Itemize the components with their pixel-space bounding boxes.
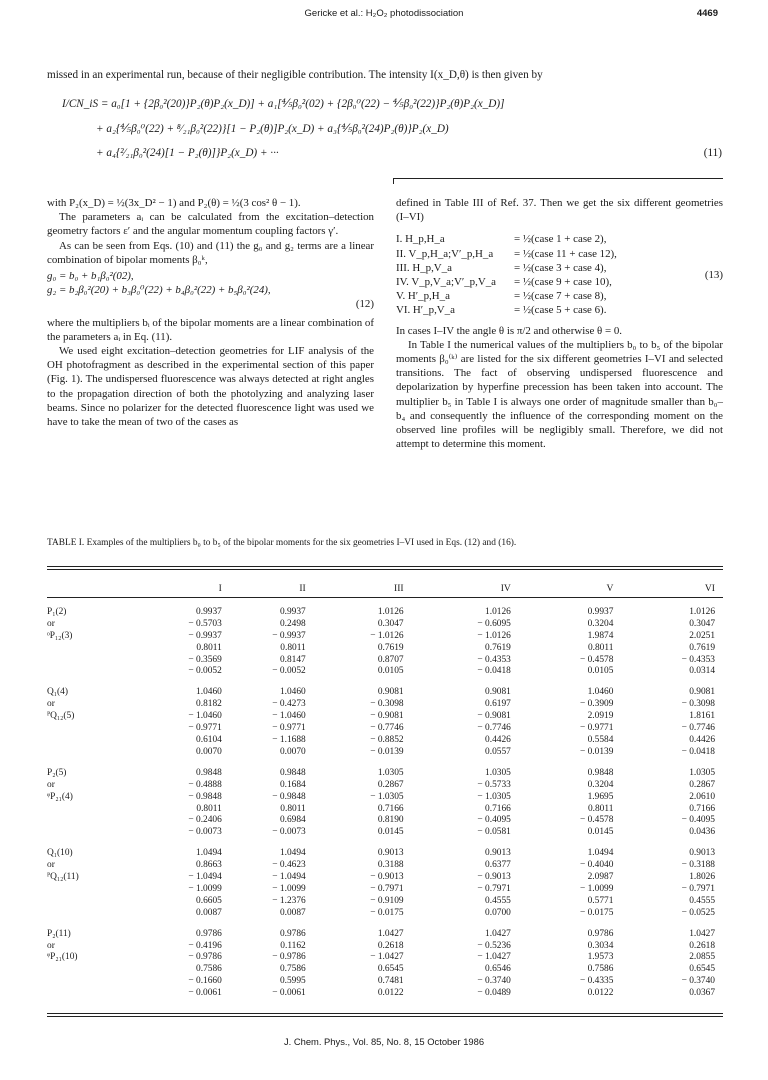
table-cell: − 0.9848 [188, 791, 222, 802]
table-cell: 0.9937 [196, 606, 222, 617]
table-cell: 1.0460 [279, 687, 306, 698]
table-cell: − 0.5703 [188, 618, 222, 629]
table-cell: 0.8011 [280, 642, 306, 653]
table-cell: 0.9013 [485, 848, 511, 859]
table-cell: 0.9848 [587, 767, 614, 778]
table-cell: 0.0145 [377, 827, 404, 838]
table-row [47, 687, 723, 699]
row-label [47, 827, 138, 839]
table-cell: 0.9786 [587, 928, 614, 939]
table-cell: 0.8147 [279, 654, 306, 665]
table-cell: − 0.0061 [272, 988, 306, 999]
table-cell: − 0.7971 [681, 883, 715, 894]
table-row [47, 884, 723, 896]
table-cell: 0.2618 [377, 940, 404, 951]
running-title: Gericke et al.: H₂O₂ photodissociation [304, 8, 464, 19]
table-cell: 0.9937 [279, 606, 306, 617]
paragraph: In cases I–IV the angle θ is π/2 and otherwise θ = 0. [396, 324, 623, 337]
paragraph: with P₂(x_D) = ½(3x_D² − 1) and P₂(θ) = ½(3 cos² θ − 1). [47, 197, 301, 209]
table-cell: 1.0305 [689, 767, 715, 778]
table-cell: 0.4555 [689, 895, 715, 906]
table-cell: 1.8026 [689, 872, 715, 883]
table-row [47, 827, 723, 839]
table-cell: 2.0251 [689, 630, 715, 641]
table-row [47, 768, 723, 780]
table-cell: − 1.0427 [370, 952, 404, 963]
table-cell: 0.7481 [377, 976, 404, 987]
table-row [47, 747, 723, 759]
table-cell: 0.0070 [279, 746, 306, 757]
table-cell: 0.0367 [689, 988, 715, 999]
table-cell: − 0.4578 [579, 815, 614, 826]
row-label [47, 655, 138, 667]
table-row [47, 792, 723, 804]
table-cell: 0.8011 [587, 803, 614, 814]
table-cell: − 0.3569 [188, 654, 222, 665]
table-cell: 0.2867 [689, 779, 715, 790]
table-cell: − 0.9937 [188, 630, 222, 641]
row-label: ᴾQ₁₂(11) [47, 872, 79, 883]
table-cell: − 0.4335 [579, 976, 614, 987]
table-cell: 0.7586 [279, 964, 306, 975]
table-cell: − 0.4196 [188, 940, 222, 951]
table-cell: − 0.0139 [370, 746, 404, 757]
table-cell: 0.8011 [196, 642, 222, 653]
table-row [47, 964, 723, 976]
geometry-label: VI. H′_p,V_a [396, 304, 455, 317]
column-header: II [299, 583, 306, 594]
table-cell: − 1.1688 [272, 734, 306, 745]
table-cell: 0.0436 [689, 827, 715, 838]
table-cell: 0.9013 [689, 848, 715, 859]
row-label: or [47, 940, 55, 951]
table-cell: 1.9874 [587, 630, 614, 641]
table-row [47, 735, 723, 747]
equation-11-line-3: + a₄{²⁄₂₁β₀²(24)[1 − P₂(θ)]}P₂(x_D) + ··· [96, 147, 279, 159]
table-cell: − 0.9848 [272, 791, 306, 802]
table-cell: − 1.2376 [272, 895, 306, 906]
table-cell: 1.0460 [196, 687, 222, 698]
table-cell: − 0.3740 [477, 976, 511, 987]
table-cell: − 0.9771 [188, 723, 222, 734]
table-cell: 0.0145 [587, 827, 614, 838]
row-label [47, 747, 138, 759]
row-label: P₁(2) [47, 606, 67, 617]
geometry-row [396, 232, 723, 246]
table-cell: 0.6984 [279, 815, 306, 826]
table-cell: 0.9786 [196, 928, 222, 939]
table-cell: 0.3204 [587, 779, 614, 790]
table-cell: 2.0610 [689, 791, 715, 802]
geometry-list [396, 232, 723, 317]
table-cell: − 0.3098 [681, 699, 715, 710]
table-cell: 0.3204 [587, 618, 614, 629]
table-cell: − 0.0489 [477, 988, 511, 999]
table-cell: − 0.5733 [477, 779, 511, 790]
table-cell: 0.8182 [196, 699, 222, 710]
table-cell: − 0.7971 [370, 883, 404, 894]
table-cell: − 0.1660 [188, 976, 222, 987]
row-label: or [47, 779, 55, 790]
separator-tick [393, 178, 394, 184]
table-row [47, 780, 723, 792]
table-cell: 1.0305 [377, 767, 404, 778]
geometry-value: = ½(case 5 + case 6). [514, 304, 607, 317]
table-cell: − 0.8852 [370, 734, 404, 745]
column-header: VI [704, 583, 715, 594]
table-row [47, 643, 723, 655]
geometry-label: III. H_p,V_a [396, 261, 452, 274]
row-label [47, 666, 138, 678]
table-cell: 0.5995 [279, 976, 306, 987]
equation-11-line-2: + a₂{⅘β₀⁰(22) + ⁸⁄₂₁β₀²(22)}[1 − P₂(θ)]P₂(x_D) + a₃{⅘β₀²(24)P₂(θ)}P₂(x_D) [96, 123, 449, 135]
row-label: ᵠP₂₁(4) [47, 791, 73, 802]
table-cell: 0.7586 [196, 964, 222, 975]
table-cell: − 0.0418 [477, 666, 511, 677]
table-cell: 0.9013 [377, 848, 404, 859]
table-cell: − 0.4353 [681, 654, 715, 665]
table-cell: − 0.9013 [370, 872, 404, 883]
table-cell: − 0.9786 [188, 952, 222, 963]
table-cell: 0.0557 [485, 746, 511, 757]
table-header-row [47, 583, 723, 595]
row-label: ᵠP₂₁(10) [47, 952, 78, 963]
table-row [47, 929, 723, 941]
table-cell: 1.8161 [689, 711, 715, 722]
geometry-value: = ½(case 3 + case 4), [514, 261, 607, 274]
table-cell: 0.8011 [587, 642, 614, 653]
data-table [47, 583, 723, 1000]
table-cell: 0.5771 [587, 895, 614, 906]
table-cell: − 0.7971 [477, 883, 511, 894]
intro-line: missed in an experimental run, because of their negligible contribution. The intensity I(x_D,θ) is then given by [47, 69, 543, 81]
geometry-row [396, 303, 723, 317]
table-cell: 0.6605 [196, 895, 222, 906]
table-cell: 1.0126 [377, 606, 404, 617]
equation-11-line-1: I/CN_iS = a₀[1 + {2β₀²(20)}P₂(θ)P₂(x_D)] + a₁[⅘β₀²(02) + {2β₀⁰(22) − ⅘β₀²(22)}P₂(θ)P₂(x_D)] [62, 98, 505, 110]
table-cell: − 0.9771 [272, 723, 306, 734]
table-cell: − 0.0052 [272, 666, 306, 677]
table-cell: − 0.0061 [188, 988, 222, 999]
table-cell: 0.9081 [377, 687, 404, 698]
table-cell: − 0.4095 [681, 815, 715, 826]
table-cell: − 0.9937 [272, 630, 306, 641]
table-row [47, 655, 723, 667]
equation-11-number: (11) [703, 147, 722, 159]
table-row [47, 941, 723, 953]
paragraph: defined in Table III of Ref. 37. Then we get the six different geometries (I–VI) [396, 197, 723, 224]
row-label [47, 804, 138, 816]
row-label: or [47, 699, 55, 710]
separator-rule [393, 178, 723, 179]
table-cell: 1.9573 [587, 952, 614, 963]
table-cell: 0.8663 [196, 860, 222, 871]
table-cell: 0.7619 [377, 642, 404, 653]
table-cell: 1.0427 [485, 928, 511, 939]
table-cell: − 0.7746 [370, 723, 404, 734]
table-cell: 0.7166 [689, 803, 715, 814]
table-cell: 0.6104 [196, 734, 222, 745]
table-cell: − 1.0460 [188, 711, 222, 722]
row-label [47, 964, 138, 976]
table-row [47, 952, 723, 964]
table-cell: − 0.9081 [370, 711, 404, 722]
table-cell: 0.0087 [196, 907, 222, 918]
column-header: IV [500, 583, 511, 594]
table-cell: − 0.9013 [477, 872, 511, 883]
geometry-row [396, 275, 723, 289]
table-cell: 0.1162 [280, 940, 306, 951]
geometry-value: = ½(case 9 + case 10), [514, 276, 612, 289]
table-cell: 1.0305 [485, 767, 511, 778]
table-cell: 0.0105 [587, 666, 614, 677]
table-cell: 0.9081 [689, 687, 715, 698]
table-cell: − 1.0305 [370, 791, 404, 802]
table-cell: − 0.0525 [681, 907, 715, 918]
table-cell: − 1.0494 [272, 872, 306, 883]
table-cell: − 0.9786 [272, 952, 306, 963]
table-cell: 0.7166 [485, 803, 511, 814]
table-cell: − 0.0581 [477, 827, 511, 838]
table-row [47, 860, 723, 872]
row-label: P₂(11) [47, 928, 71, 939]
table-cell: 0.0070 [196, 746, 222, 757]
row-label: Q₁(4) [47, 687, 68, 698]
table-cell: − 0.3188 [681, 860, 715, 871]
table-cell: 0.7166 [377, 803, 404, 814]
geometry-label: II. V_p,H_a;V′_p,H_a [396, 247, 494, 260]
table-cell: − 0.9109 [370, 895, 404, 906]
table-cell: 0.6545 [377, 964, 404, 975]
table-cell: − 0.0418 [681, 746, 715, 757]
table-cell: − 0.9771 [579, 723, 614, 734]
table-cell: − 0.0175 [370, 907, 404, 918]
table-cell: − 1.0494 [188, 872, 222, 883]
table-cell: 2.0919 [587, 711, 614, 722]
table-row [47, 666, 723, 678]
table-cell: 0.7619 [485, 642, 511, 653]
row-label [47, 735, 138, 747]
table-cell: − 0.0073 [188, 827, 222, 838]
table-cell: 0.3047 [377, 618, 404, 629]
table-cell: 1.0494 [587, 848, 614, 859]
table-cell: 0.8190 [377, 815, 404, 826]
table-cell: − 1.0460 [272, 711, 306, 722]
row-label: ᴾQ₁₂(5) [47, 711, 75, 722]
row-label: or [47, 618, 55, 629]
table-caption: TABLE I. Examples of the multipliers b₀ to b₅ of the bipolar moments for the six geometries I–VI used in Eqs. (12) and (16). [47, 538, 517, 548]
table-cell: 0.3047 [689, 618, 715, 629]
row-label: or [47, 860, 55, 871]
table-row [47, 815, 723, 827]
table-cell: − 0.4578 [579, 654, 614, 665]
table-cell: − 0.3098 [370, 699, 404, 710]
table-cell: 0.4426 [689, 734, 715, 745]
row-label [47, 815, 138, 827]
table-cell: 0.3188 [377, 860, 404, 871]
table-cell: − 0.7746 [477, 723, 511, 734]
table-cell: 0.1684 [279, 779, 306, 790]
table-cell: − 0.0175 [579, 907, 614, 918]
row-label [47, 988, 138, 1000]
geometry-label: IV. V_p,V_a;V′_p,V_a [396, 276, 496, 289]
geometry-row [396, 289, 723, 303]
table-cell: 0.6197 [485, 699, 511, 710]
table-cell: − 0.7746 [681, 723, 715, 734]
table-cell: − 0.0073 [272, 827, 306, 838]
paragraph: where the multipliers bᵢ of the bipolar moments are a linear combination of the parameters aᵢ in Eq. (11). [47, 316, 374, 343]
table-row [47, 723, 723, 735]
paragraph: The parameters aᵢ can be calculated from the excitation–detection geometry factors ε′ and the angular momentum coupling factors γ′. [47, 211, 374, 238]
table-row [47, 711, 723, 723]
table-cell: − 0.4040 [579, 860, 614, 871]
table-cell: 0.9081 [485, 687, 511, 698]
table-cell: 0.9848 [279, 767, 306, 778]
table-row [47, 619, 723, 631]
geometry-value: = ½(case 1 + case 2), [514, 233, 607, 246]
table-cell: 0.0122 [587, 988, 614, 999]
table-cell: 0.6377 [485, 860, 511, 871]
table-cell: 1.0494 [196, 848, 222, 859]
table-cell: 0.5584 [587, 734, 614, 745]
equation-12b: g₂ = b₂β₀²(20) + b₃β₀⁰(22) + b₄β₀²(22) + b₅β₀²(24), [47, 284, 271, 297]
table-row [47, 872, 723, 884]
table-cell: 2.0855 [689, 952, 715, 963]
table-cell: 0.0105 [377, 666, 404, 677]
geometry-label: I. H_p,H_a [396, 233, 445, 246]
table-cell: 0.4426 [485, 734, 511, 745]
table-cell: − 1.0427 [477, 952, 511, 963]
table-cell: − 0.5236 [477, 940, 511, 951]
table-cell: 1.0126 [689, 606, 715, 617]
geometry-label: V. H′_p,H_a [396, 290, 450, 303]
table-row [47, 699, 723, 711]
table-cell: − 0.0052 [188, 666, 222, 677]
table-cell: 0.2618 [689, 940, 715, 951]
left-column [47, 196, 374, 429]
equation-12-number: (12) [355, 298, 374, 311]
table-cell: 0.9786 [279, 928, 306, 939]
table-cell: − 0.4888 [188, 779, 222, 790]
row-label [47, 643, 138, 655]
table-cell: 1.0494 [279, 848, 306, 859]
table-cell: 0.8011 [280, 803, 306, 814]
row-label: Q₁(10) [47, 848, 73, 859]
column-header: V [606, 583, 614, 594]
right-column [396, 196, 723, 451]
row-label [47, 976, 138, 988]
table-cell: 0.3034 [587, 940, 614, 951]
table-cell: − 0.3740 [681, 976, 715, 987]
paragraph: We used eight excitation–detection geometries for LIF analysis of the OH photofragment as described in the experimental section of this paper (Fig. 1). The undispersed fluorescence was always detected at right angles to the propagation direction of both the photolyzing and analyzing laser beams. Since no polarizer for the detected fluorescence light was used we have to take the mean of two of the cases as [47, 345, 374, 429]
equation-13-number: (13) [704, 269, 723, 282]
paragraph: As can be seen from Eqs. (10) and (11) the g₀ and g₂ terms are a linear combination of bipolar moments β₀ᵏ, [47, 239, 374, 266]
table-cell: − 0.0139 [579, 746, 614, 757]
row-label [47, 908, 138, 920]
equation-12a: g₀ = b₀ + b₁β₀²(02), [47, 270, 134, 283]
table-row [47, 804, 723, 816]
row-label [47, 884, 138, 896]
table-cell: − 0.2406 [188, 815, 222, 826]
table-row [47, 607, 723, 619]
page-number: 4469 [696, 8, 718, 19]
row-label: P₂(5) [47, 767, 67, 778]
table-row [47, 631, 723, 643]
table-row [47, 976, 723, 988]
table-cell: 0.7619 [689, 642, 715, 653]
table-top-rule [47, 566, 723, 570]
table-cell: − 0.6095 [477, 618, 511, 629]
table-cell: 0.0087 [279, 907, 306, 918]
table-cell: 1.0427 [377, 928, 404, 939]
table-cell: 2.0987 [587, 872, 614, 883]
column-header: I [218, 583, 222, 594]
journal-footer: J. Chem. Phys., Vol. 85, No. 8, 15 October 1986 [283, 1036, 485, 1047]
table-cell: 0.9937 [587, 606, 614, 617]
table-cell: 0.4555 [485, 895, 511, 906]
table-cell: 1.9695 [587, 791, 614, 802]
table-cell: − 1.0126 [370, 630, 404, 641]
row-label [47, 896, 138, 908]
geometry-value: = ½(case 11 + case 12), [514, 247, 617, 260]
table-cell: − 0.9081 [477, 711, 511, 722]
table-cell: 1.0460 [587, 687, 614, 698]
running-head [0, 6, 768, 22]
table-cell: 0.8011 [196, 803, 222, 814]
table-cell: − 1.0305 [477, 791, 511, 802]
table-cell: − 1.0099 [272, 883, 306, 894]
table-row [47, 988, 723, 1000]
table-cell: − 0.4623 [272, 860, 306, 871]
row-label [47, 723, 138, 735]
table-cell: 0.0700 [485, 907, 511, 918]
table-cell: 1.0126 [485, 606, 511, 617]
table-cell: − 0.4095 [477, 815, 511, 826]
table-bottom-rule [47, 1013, 723, 1017]
table-cell: 0.6545 [689, 964, 715, 975]
paragraph: In Table I the numerical values of the multipliers b₀ to b₅ of the bipolar moments β₀⁽ᵏ⁾ are listed for the six different geometries I–VI and selected transitions. The fact of observing undispersed fluorescence and depolarization by hyperfine precession has been taken into account. The multiplier b₅ in Table I is always one order of magnitude smaller than b₀–b₄ and consequently the influence of the corresponding moment on the observed line profiles will be negligibly small. Therefore, we did not attempt to determine this moment. [396, 338, 723, 451]
table-cell: − 0.4273 [272, 699, 306, 710]
geometry-row [396, 247, 723, 261]
table-cell: − 0.4353 [477, 654, 511, 665]
table-cell: − 0.3909 [579, 699, 614, 710]
table-row [47, 848, 723, 860]
row-label: ᵒP₁₂(3) [47, 630, 73, 641]
table-cell: 0.7586 [587, 964, 614, 975]
table-row [47, 896, 723, 908]
table-cell: 0.2498 [279, 618, 306, 629]
table-cell: − 1.0126 [477, 630, 511, 641]
geometry-value: = ½(case 7 + case 8), [514, 290, 607, 303]
table-cell: 0.8707 [377, 654, 404, 665]
table-row [47, 908, 723, 920]
table-cell: − 1.0099 [188, 883, 222, 894]
table-cell: 1.0427 [689, 928, 715, 939]
geometry-row [396, 261, 723, 275]
table-cell: 0.9848 [196, 767, 222, 778]
table-cell: − 1.0099 [579, 883, 614, 894]
table-cell: 0.0314 [689, 666, 715, 677]
column-header: III [394, 583, 404, 594]
table-cell: 0.0122 [377, 988, 404, 999]
table-cell: 0.2867 [377, 779, 404, 790]
table-cell: 0.6546 [485, 964, 511, 975]
